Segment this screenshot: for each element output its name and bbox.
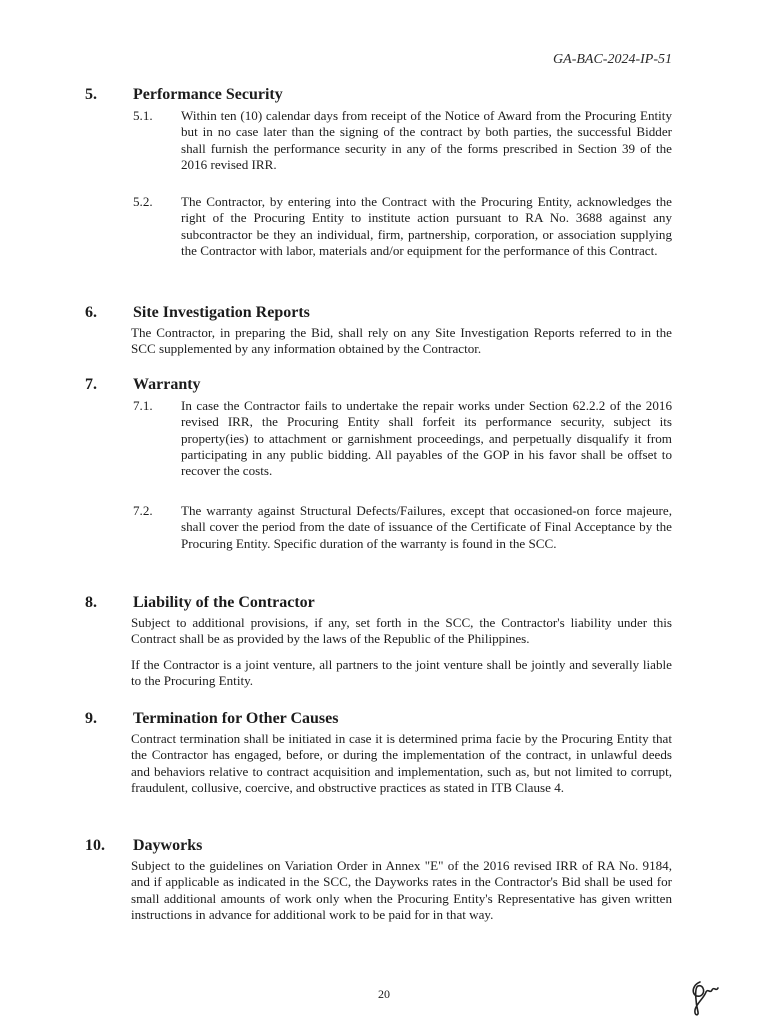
document-reference: GA-BAC-2024-IP-51 — [553, 52, 672, 67]
section-number: 9. — [85, 710, 97, 727]
section-paragraph: Subject to additional provisions, if any, set forth in the SCC, the Contractor's liability under this Contract shall be as provided by the laws of the Republic of the Philippines. — [131, 615, 672, 647]
section-paragraph: Subject to the guidelines on Variation Order in Annex "E" of the 2016 revised IRR of RA No. 9184, and if applicable as indicated in the SCC, the Dayworks rates in the Contractor's Bid shall be used for small additional amounts of work only when the Procuring Entity's Representative has given written instructions in advance for additional work to be paid for in that way. — [131, 858, 672, 922]
section-title: Performance Security — [133, 86, 283, 103]
subsection-text: In case the Contractor fails to undertake the repair works under Section 62.2.2 of the 2016 revised IRR, the Procuring Entity shall forfeit its performance security, subject its property(ies) to attachment or garnishment proceedings, and perpetually disqualify it from participating in any public bidding. All payables of the GOP in his favor shall be offset to recover the costs. — [181, 398, 672, 479]
section-title: Warranty — [133, 376, 201, 393]
subsection-number: 5.2. — [133, 194, 153, 209]
subsection-number: 7.1. — [133, 398, 153, 413]
section-paragraph: Contract termination shall be initiated in case it is determined prima facie by the Procuring Entity that the Contractor has engaged, before, or during the implementation of the contract, in unlawful deeds and behaviors relative to contract acquisition and implementation, such as, but not limited to corrupt, fraudulent, collusive, coercive, and obstructive practices as stated in ITB Clause 4. — [131, 731, 672, 795]
page-number: 20 — [378, 987, 390, 1001]
section-number: 7. — [85, 376, 97, 393]
section-title: Liability of the Contractor — [133, 594, 315, 611]
subsection-text: Within ten (10) calendar days from receipt of the Notice of Award from the Procuring Entity but in no case later than the signing of the contract by both parties, the successful Bidder shall furnish the performance security in any of the forms prescribed in Section 39 of the 2016 revised IRR. — [181, 108, 672, 172]
section-number: 8. — [85, 594, 97, 611]
subsection-text: The warranty against Structural Defects/Failures, except that occasioned-on force majeure, shall cover the period from the date of issuance of the Certificate of Final Acceptance by the Procuring Entity. Specific duration of the warranty is found in the SCC. — [181, 503, 672, 551]
section-paragraph: If the Contractor is a joint venture, all partners to the joint venture shall be jointly and severally liable to the Procuring Entity. — [131, 657, 672, 689]
section-title: Site Investigation Reports — [133, 304, 310, 321]
subsection-number: 7.2. — [133, 503, 153, 518]
section-number: 6. — [85, 304, 97, 321]
section-number: 10. — [85, 837, 105, 854]
section-paragraph: The Contractor, in preparing the Bid, shall rely on any Site Investigation Reports referred to in the SCC supplemented by any information obtained by the Contractor. — [131, 325, 672, 357]
section-title: Termination for Other Causes — [133, 710, 339, 727]
section-title: Dayworks — [133, 837, 203, 854]
subsection-number: 5.1. — [133, 108, 153, 123]
subsection-text: The Contractor, by entering into the Contract with the Procuring Entity, acknowledges the right of the Procuring Entity to institute action pursuant to RA No. 3688 against any subcontractor be they an individual, firm, partnership, corporation, or association supplying the Contractor with labor, materials and/or equipment for the performance of this Contract. — [181, 194, 672, 258]
section-number: 5. — [85, 86, 97, 103]
signature-initials-icon — [686, 978, 728, 1018]
